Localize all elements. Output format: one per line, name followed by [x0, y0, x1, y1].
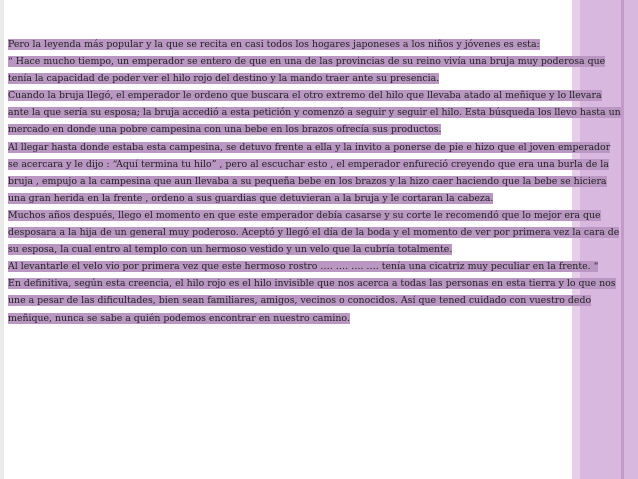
paragraph-witch-search	[8, 87, 622, 138]
paragraph-text: Al llegar hasta donde estaba esta campesina, se detuvo frente a ella y la invito a ponerse de pie e hizo que el joven emperador se acercara y le dijo : “Aquí termina tu hilo” , pero al escuchar esto , el emperador enfureció creyendo que era una burla de la bruja , empujo a la campesina que aun llevaba a su pequeña bebe en los brazos y la hizo caer haciendo que la bebe se hiciera una gran herida en la frente , ordeno a sus guardias que detuvieran a la bruja y le cortaran la cabeza.	[8, 141, 611, 204]
paragraph-conclusion	[8, 275, 622, 326]
paragraph-legend-start	[8, 53, 622, 87]
paragraph-text: Al levantarle el velo vio por primera vez que este hermoso rostro …. …. …. …. tenía una cicatriz muy peculiar en la frente. “	[8, 261, 599, 273]
paragraph-intro	[8, 36, 622, 53]
paragraph-wedding	[8, 207, 622, 258]
paragraph-text: Pero la leyenda más popular y la que se recita en casi todos los hogares japoneses a los niños y jóvenes es esta:	[8, 39, 540, 50]
paragraph-text: Cuando la bruja llegó, el emperador le ordeno que buscara el otro extremo del hilo que llevaba atado al meñique y lo llevara ante la que sería su esposa; la bruja accedió a esta petición y comenzó a seguir y seguir el hilo. Esta búsqueda los llevo hasta un mercado en donde una pobre campesina con una bebe en los brazos ofrecía sus productos.	[8, 90, 621, 136]
paragraph-text: En definitiva, según esta creencia, el hilo rojo es el hilo invisible que nos acerca a todas las personas en esta tierra y lo que nos une a pesar de las dificultades, bien sean familiares, amigos, vecinos o conocidos. Así que tened cuidado con vuestro dedo meñique, nunca se sabe a quién podemos encontrar en nuestro camino.	[8, 278, 616, 324]
paragraph-veil	[8, 258, 622, 275]
paragraph-peasant	[8, 139, 622, 207]
paragraph-text: Muchos años después, llego el momento en que este emperador debía casarse y su corte le recomendó que lo mejor era que desposara a la hija de un general muy poderoso. Aceptó y llegó el día de la boda y el momento de ver por primera vez la cara de su esposa, la cual entro al templo con un hermoso vestido y un velo que la cubría totalmente.	[8, 209, 620, 256]
paragraph-text: “ Hace mucho tiempo, un emperador se entero de que en una de las provincias de su reino vivía una bruja muy poderosa que tenía la capacidad de poder ver el hilo rojo del destino y la mando traer ante su presencia.	[8, 56, 606, 85]
slide-text-body	[4, 0, 626, 479]
